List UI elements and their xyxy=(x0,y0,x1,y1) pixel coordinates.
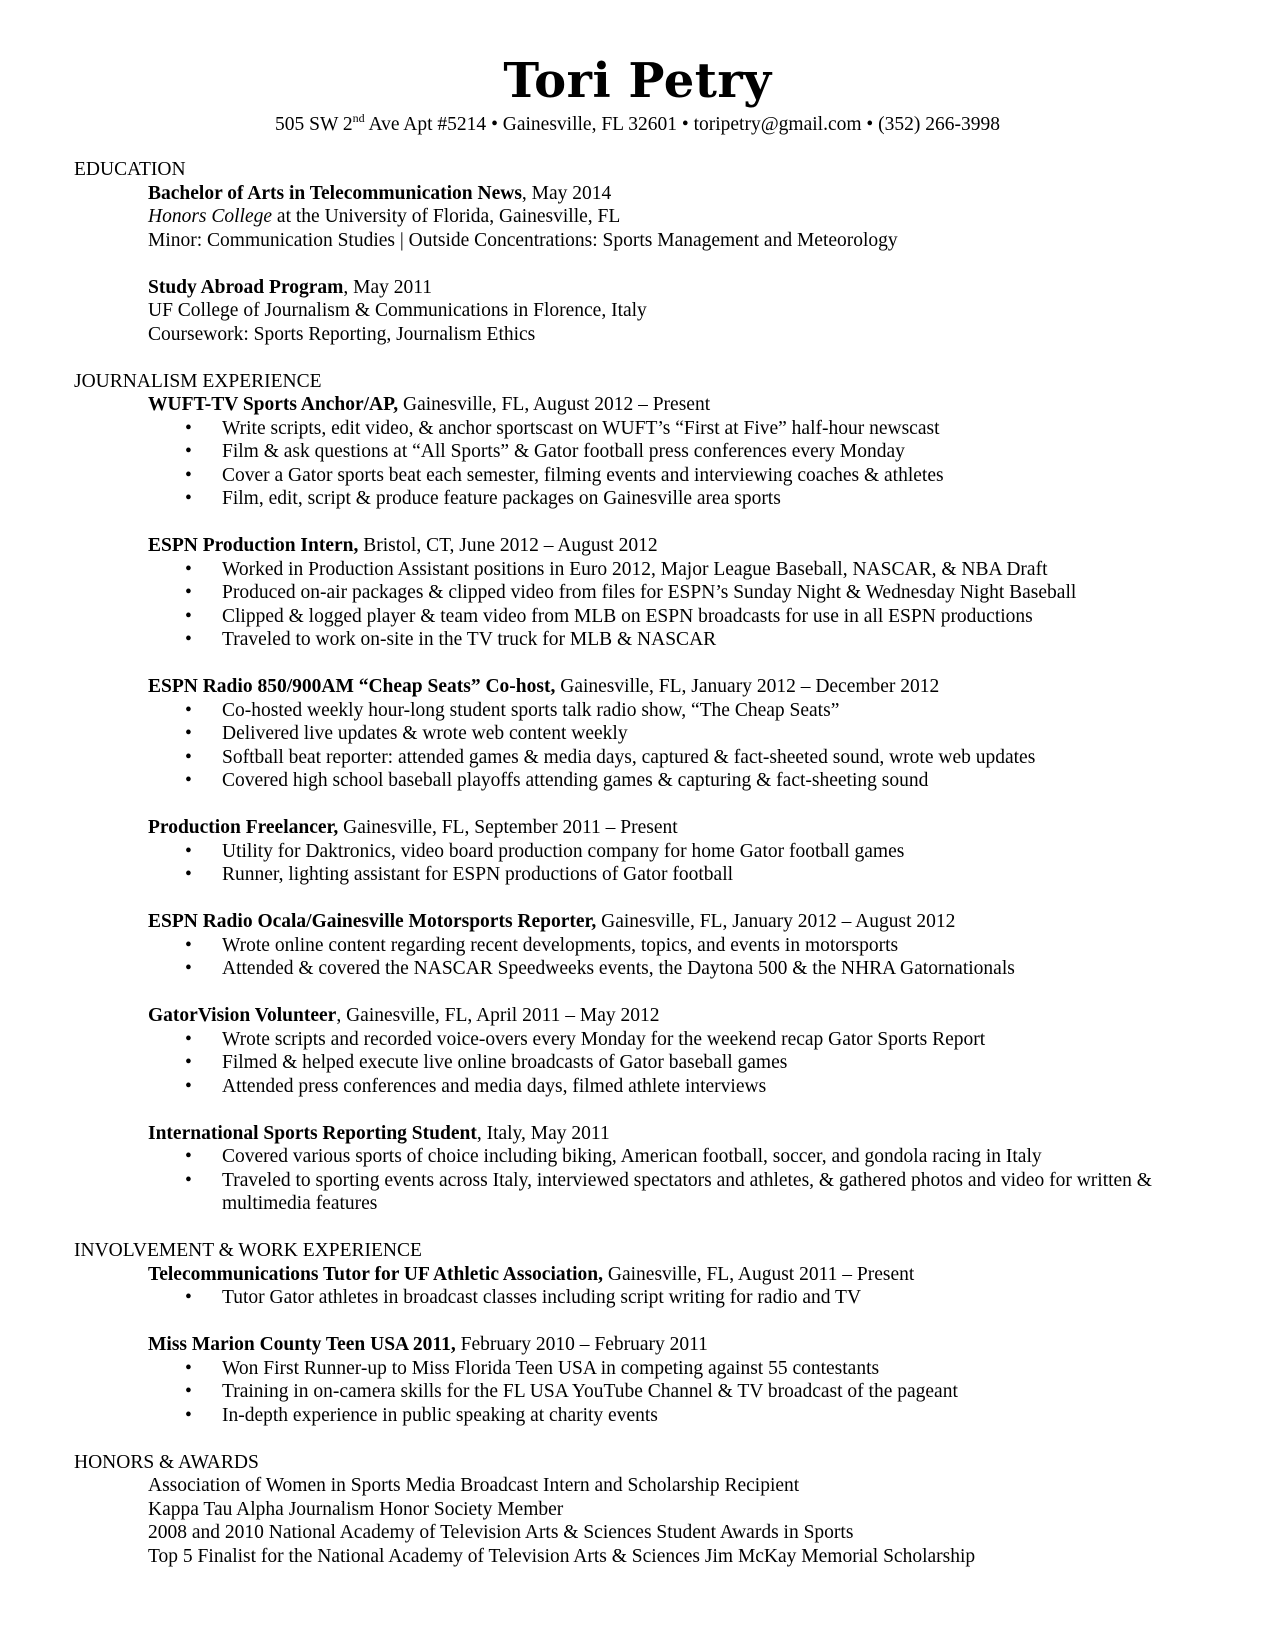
bullet-item: • Cover a Gator sports beat each semester, filming events and interviewing coaches & athletes xyxy=(185,464,944,486)
bullet-icon: • xyxy=(185,441,192,462)
bullet-item: • Filmed & helped execute live online broadcasts of Gator baseball games xyxy=(185,1052,788,1073)
section-heading: JOURNALISM EXPERIENCE xyxy=(74,370,322,392)
bullet-icon: • xyxy=(185,464,192,486)
bullet-item: • In-depth experience in public speaking at charity events xyxy=(185,1404,658,1426)
section-heading: HONORS & AWARDS xyxy=(74,1451,259,1473)
minor-line: Minor: Communication Studies | Outside Concentrations: Sports Management and Meteorology xyxy=(148,229,898,251)
job-title: International Sports Reporting Student xyxy=(148,1122,477,1144)
email-link[interactable]: toripetry@gmail.com xyxy=(693,114,862,135)
bullet-item: • Won First Runner-up to Miss Florida Teen USA in competing against 55 contestants xyxy=(185,1357,880,1379)
bullet-item: • Film & ask questions at “All Sports” & Gator football press conferences every Monday xyxy=(185,441,905,462)
address-street: 505 SW 2nd Ave Apt #5214 xyxy=(275,110,487,135)
job-detail: Gainesville, FL, January 2012 – August 2012 xyxy=(596,911,956,932)
bullet-icon: • xyxy=(185,840,192,862)
education-section xyxy=(74,158,1224,346)
bullet-icon: • xyxy=(185,1146,192,1167)
bullet-icon: • xyxy=(185,1404,192,1426)
coursework-line: Coursework: Sports Reporting, Journalism Ethics xyxy=(148,323,536,345)
bullet-item: • Attended & covered the NASCAR Speedweeks events, the Daytona 500 & the NHRA Gatornationals xyxy=(185,958,1015,979)
job-title: Production Freelancer, xyxy=(148,817,339,838)
bullet-item: • Covered various sports of choice including biking, American football, soccer, and gondola racing in Italy xyxy=(185,1146,1042,1167)
job-entry xyxy=(148,1122,1224,1216)
program-date: , May 2011 xyxy=(343,276,433,298)
degree-date: , May 2014 xyxy=(521,182,612,204)
phone-number: (352) 266-3998 xyxy=(878,114,1000,135)
contact-line xyxy=(0,110,1275,137)
job-detail: Gainesville, FL, August 2012 – Present xyxy=(398,394,711,415)
contact-separator: • xyxy=(676,114,694,135)
job-detail: February 2010 – February 2011 xyxy=(455,1334,708,1355)
award-item: Top 5 Finalist for the National Academy of Television Arts & Sciences Jim McKay Memorial Scholarship xyxy=(148,1545,976,1567)
resume-body xyxy=(74,158,1224,1568)
job-detail: , Italy, May 2011 xyxy=(476,1122,610,1144)
bullet-icon: • xyxy=(185,1052,192,1073)
bullet-item: • Traveled to sporting events across Italy, interviewed spectators and athletes, & gathered photos and video for written & multimedia features xyxy=(185,1169,1152,1214)
bullet-icon: • xyxy=(185,746,192,768)
job-entry xyxy=(148,1263,1224,1310)
bullet-icon: • xyxy=(185,605,192,627)
job-title: ESPN Radio Ocala/Gainesville Motorsports Reporter, xyxy=(148,911,597,932)
bullet-item: • Clipped & logged player & team video from MLB on ESPN broadcasts for use in all ESPN productions xyxy=(185,605,1033,627)
degree-title: Bachelor of Arts in Telecommunication News xyxy=(148,182,522,204)
bullet-item: • Wrote scripts and recorded voice-overs every Monday for the weekend recap Gator Sports Report xyxy=(185,1028,986,1050)
candidate-name: Tori Petry xyxy=(503,53,772,109)
honors-section xyxy=(74,1451,1224,1569)
job-entry xyxy=(148,393,1224,511)
bullet-item: • Traveled to work on-site in the TV truck for MLB & NASCAR xyxy=(185,629,717,650)
address-city: Gainesville, FL 32601 xyxy=(502,114,677,135)
bullet-item: • Wrote online content regarding recent developments, topics, and events in motorsports xyxy=(185,934,899,956)
bullet-item: • Worked in Production Assistant positions in Euro 2012, Major League Baseball, NASCAR, & NBA Draft xyxy=(185,558,1048,580)
education-entry xyxy=(148,276,1224,347)
job-title: WUFT-TV Sports Anchor/AP, xyxy=(148,394,399,415)
section-heading: EDUCATION xyxy=(74,159,186,180)
section-heading: INVOLVEMENT & WORK EXPERIENCE xyxy=(74,1240,422,1261)
job-detail: Gainesville, FL, August 2011 – Present xyxy=(603,1263,915,1285)
school-name: at the University of Florida, Gainesville, FL xyxy=(272,206,621,227)
bullet-icon: • xyxy=(185,1075,192,1097)
bullet-icon: • xyxy=(185,488,192,509)
job-detail: , Gainesville, FL, April 2011 – May 2012 xyxy=(336,1005,660,1026)
bullet-icon: • xyxy=(185,864,192,885)
bullet-icon: • xyxy=(185,723,192,744)
bullet-icon: • xyxy=(185,1287,192,1308)
job-entry xyxy=(148,1004,1224,1098)
job-detail: Gainesville, FL, January 2012 – December 2012 xyxy=(555,676,940,697)
bullet-item: • Training in on-camera skills for the FL USA YouTube Channel & TV broadcast of the pageant xyxy=(185,1381,958,1402)
bullet-item: • Attended press conferences and media days, filmed athlete interviews xyxy=(185,1075,767,1097)
bullet-item: • Film, edit, script & produce feature packages on Gainesville area sports xyxy=(185,488,781,509)
bullet-icon: • xyxy=(185,1357,192,1379)
job-title: GatorVision Volunteer xyxy=(148,1005,337,1026)
bullet-icon: • xyxy=(185,770,192,791)
bullet-item: • Utility for Daktronics, video board production company for home Gator football games xyxy=(185,840,905,862)
bullet-icon: • xyxy=(185,417,192,439)
contact-separator: • xyxy=(486,114,503,135)
job-entry xyxy=(148,534,1224,652)
award-item: Association of Women in Sports Media Broadcast Intern and Scholarship Recipient xyxy=(148,1475,800,1496)
bullet-item: • Runner, lighting assistant for ESPN productions of Gator football xyxy=(185,864,734,885)
job-entry xyxy=(148,816,1224,887)
bullet-item: • Tutor Gator athletes in broadcast classes including script writing for radio and TV xyxy=(185,1287,862,1308)
job-detail: Gainesville, FL, September 2011 – Present xyxy=(338,817,678,838)
award-item: Kappa Tau Alpha Journalism Honor Society Member xyxy=(148,1498,564,1520)
contact-separator: • xyxy=(861,114,879,135)
journalism-experience-section xyxy=(74,370,1224,1216)
involvement-section xyxy=(74,1239,1224,1427)
job-entry xyxy=(148,1333,1224,1427)
bullet-icon: • xyxy=(185,1169,192,1191)
bullet-item: • Delivered live updates & wrote web content weekly xyxy=(185,723,628,744)
education-entry xyxy=(148,182,1224,253)
bullet-item: • Softball beat reporter: attended games & media days, captured & fact-sheeted sound, wrote web updates xyxy=(185,746,1036,768)
bullet-icon: • xyxy=(185,629,192,650)
bullet-item: • Co-hosted weekly hour-long student sports talk radio show, “The Cheap Seats” xyxy=(185,699,840,721)
job-title: Telecommunications Tutor for UF Athletic Association, xyxy=(148,1263,604,1285)
job-entry xyxy=(148,910,1224,981)
bullet-icon: • xyxy=(185,558,192,580)
job-title: ESPN Radio 850/900AM “Cheap Seats” Co-host, xyxy=(148,676,556,697)
award-item: 2008 and 2010 National Academy of Television Arts & Sciences Student Awards in Sports xyxy=(148,1522,854,1543)
program-school: UF College of Journalism & Communications in Florence, Italy xyxy=(148,300,647,321)
job-title: Miss Marion County Teen USA 2011, xyxy=(148,1334,456,1355)
bullet-item: • Covered high school baseball playoffs attending games & capturing & fact-sheeting sound xyxy=(185,770,929,791)
job-entry xyxy=(148,675,1224,793)
job-title: ESPN Production Intern, xyxy=(148,535,359,556)
bullet-icon: • xyxy=(185,1028,192,1050)
job-detail: Bristol, CT, June 2012 – August 2012 xyxy=(358,535,658,556)
bullet-item: • Write scripts, edit video, & anchor sportscast on WUFT’s “First at Five” half-hour newscast xyxy=(185,417,940,439)
bullet-icon: • xyxy=(185,699,192,721)
bullet-icon: • xyxy=(185,958,192,979)
honors-college: Honors College xyxy=(148,206,273,227)
bullet-icon: • xyxy=(185,1381,192,1402)
bullet-icon: • xyxy=(185,582,192,603)
program-title: Study Abroad Program xyxy=(148,276,344,298)
bullet-item: • Produced on-air packages & clipped video from files for ESPN’s Sunday Night & Wednesday Night Baseball xyxy=(185,582,1077,603)
bullet-icon: • xyxy=(185,934,192,956)
